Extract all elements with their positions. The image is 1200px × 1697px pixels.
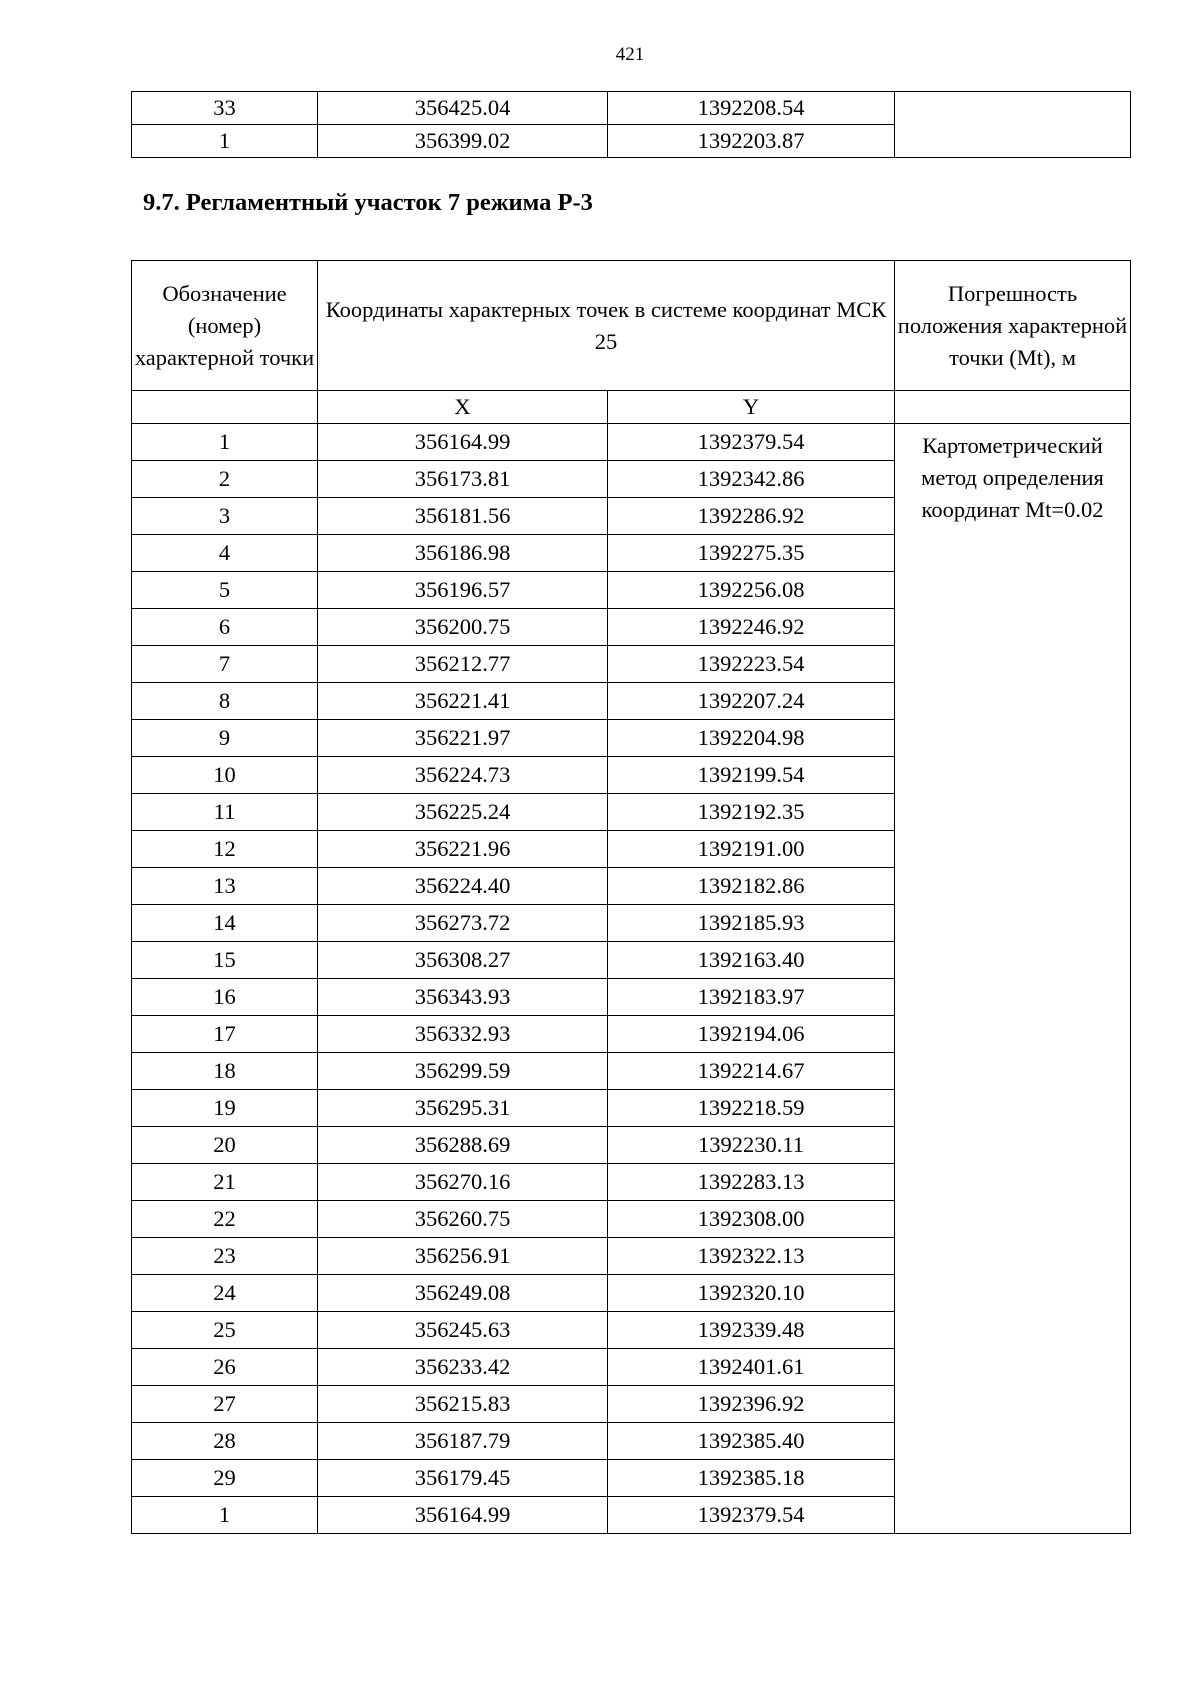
- y-coordinate-cell: 1392214.67: [608, 1053, 895, 1090]
- table-row: [132, 424, 1131, 461]
- y-coordinate-cell: 1392379.54: [608, 1497, 895, 1534]
- y-coordinate-cell: 1392339.48: [608, 1312, 895, 1349]
- table-header-row: [132, 261, 1131, 391]
- y-coordinate-cell: 1392322.13: [608, 1238, 895, 1275]
- point-number-cell: 29: [132, 1460, 318, 1497]
- point-number-cell: 21: [132, 1164, 318, 1201]
- point-number-cell: 24: [132, 1275, 318, 1312]
- point-number-cell: 8: [132, 683, 318, 720]
- y-coordinate-cell: 1392275.35: [608, 535, 895, 572]
- x-coordinate-cell: 356224.40: [318, 868, 608, 905]
- y-coordinate-cell: 1392185.93: [608, 905, 895, 942]
- x-coordinate-cell: 356225.24: [318, 794, 608, 831]
- section-heading: 9.7. Регламентный участок 7 режима Р-3: [143, 189, 593, 216]
- y-coordinate-cell: 1392183.97: [608, 979, 895, 1016]
- y-coordinate-cell: 1392379.54: [608, 424, 895, 461]
- y-coordinate-cell: 1392218.59: [608, 1090, 895, 1127]
- header-x: X: [318, 391, 608, 424]
- point-number-cell: 10: [132, 757, 318, 794]
- point-number-cell: 1: [132, 1497, 318, 1534]
- y-coordinate-cell: 1392163.40: [608, 942, 895, 979]
- y-coordinate-cell: 1392194.06: [608, 1016, 895, 1053]
- x-coordinate-cell: 356179.45: [318, 1460, 608, 1497]
- y-coordinate-cell: 1392203.87: [608, 125, 895, 158]
- y-coordinate-cell: 1392283.13: [608, 1164, 895, 1201]
- point-number-cell: 19: [132, 1090, 318, 1127]
- x-coordinate-cell: 356164.99: [318, 424, 608, 461]
- x-coordinate-cell: 356181.56: [318, 498, 608, 535]
- point-number-cell: 23: [132, 1238, 318, 1275]
- point-number-cell: 5: [132, 572, 318, 609]
- x-coordinate-cell: 356173.81: [318, 461, 608, 498]
- point-number-cell: 28: [132, 1423, 318, 1460]
- point-number-cell: 1: [132, 125, 318, 158]
- y-coordinate-cell: 1392286.92: [608, 498, 895, 535]
- error-cell-empty: [895, 92, 1131, 158]
- point-number-cell: 17: [132, 1016, 318, 1053]
- y-coordinate-cell: 1392396.92: [608, 1386, 895, 1423]
- y-coordinate-cell: 1392320.10: [608, 1275, 895, 1312]
- point-number-cell: 4: [132, 535, 318, 572]
- coordinates-table: [131, 260, 1131, 1534]
- x-coordinate-cell: 356343.93: [318, 979, 608, 1016]
- point-number-cell: 1: [132, 424, 318, 461]
- y-coordinate-cell: 1392401.61: [608, 1349, 895, 1386]
- y-coordinate-cell: 1392246.92: [608, 609, 895, 646]
- y-coordinate-cell: 1392385.18: [608, 1460, 895, 1497]
- point-number-cell: 27: [132, 1386, 318, 1423]
- x-coordinate-cell: 356245.63: [318, 1312, 608, 1349]
- point-number-cell: 26: [132, 1349, 318, 1386]
- x-coordinate-cell: 356224.73: [318, 757, 608, 794]
- point-number-cell: 14: [132, 905, 318, 942]
- x-coordinate-cell: 356249.08: [318, 1275, 608, 1312]
- x-coordinate-cell: 356332.93: [318, 1016, 608, 1053]
- point-number-cell: 11: [132, 794, 318, 831]
- point-number-cell: 16: [132, 979, 318, 1016]
- point-number-cell: 12: [132, 831, 318, 868]
- x-coordinate-cell: 356295.31: [318, 1090, 608, 1127]
- y-coordinate-cell: 1392207.24: [608, 683, 895, 720]
- y-coordinate-cell: 1392182.86: [608, 868, 895, 905]
- x-coordinate-cell: 356256.91: [318, 1238, 608, 1275]
- method-note-cell: Картометрический метод определения координат Mt=0.02: [895, 424, 1131, 1534]
- continued-coordinates-table: [131, 91, 1131, 158]
- x-coordinate-cell: 356196.57: [318, 572, 608, 609]
- page-number: 421: [615, 44, 645, 65]
- point-number-cell: 6: [132, 609, 318, 646]
- header-y: Y: [608, 391, 895, 424]
- point-number-cell: 13: [132, 868, 318, 905]
- x-coordinate-cell: 356186.98: [318, 535, 608, 572]
- point-number-cell: 7: [132, 646, 318, 683]
- x-coordinate-cell: 356164.99: [318, 1497, 608, 1534]
- x-coordinate-cell: 356270.16: [318, 1164, 608, 1201]
- x-coordinate-cell: 356260.75: [318, 1201, 608, 1238]
- point-number-cell: 33: [132, 92, 318, 125]
- point-number-cell: 18: [132, 1053, 318, 1090]
- point-number-cell: 9: [132, 720, 318, 757]
- x-coordinate-cell: 356425.04: [318, 92, 608, 125]
- y-coordinate-cell: 1392256.08: [608, 572, 895, 609]
- axis-header-empty: [132, 391, 318, 424]
- x-coordinate-cell: 356221.97: [318, 720, 608, 757]
- x-coordinate-cell: 356212.77: [318, 646, 608, 683]
- x-coordinate-cell: 356187.79: [318, 1423, 608, 1460]
- x-coordinate-cell: 356399.02: [318, 125, 608, 158]
- x-coordinate-cell: 356221.96: [318, 831, 608, 868]
- y-coordinate-cell: 1392308.00: [608, 1201, 895, 1238]
- x-coordinate-cell: 356233.42: [318, 1349, 608, 1386]
- point-number-cell: 2: [132, 461, 318, 498]
- x-coordinate-cell: 356299.59: [318, 1053, 608, 1090]
- x-coordinate-cell: 356308.27: [318, 942, 608, 979]
- x-coordinate-cell: 356215.83: [318, 1386, 608, 1423]
- point-number-cell: 25: [132, 1312, 318, 1349]
- y-coordinate-cell: 1392230.11: [608, 1127, 895, 1164]
- x-coordinate-cell: 356273.72: [318, 905, 608, 942]
- x-coordinate-cell: 356221.41: [318, 683, 608, 720]
- header-position-error: Погрешность положения характерной точки (Mt), м: [895, 261, 1131, 391]
- y-coordinate-cell: 1392342.86: [608, 461, 895, 498]
- x-coordinate-cell: 356200.75: [318, 609, 608, 646]
- y-coordinate-cell: 1392208.54: [608, 92, 895, 125]
- y-coordinate-cell: 1392192.35: [608, 794, 895, 831]
- table-row: [132, 92, 1131, 125]
- y-coordinate-cell: 1392199.54: [608, 757, 895, 794]
- y-coordinate-cell: 1392385.40: [608, 1423, 895, 1460]
- header-point-designation: Обозначение (номер) характерной точки: [132, 261, 318, 391]
- x-coordinate-cell: 356288.69: [318, 1127, 608, 1164]
- point-number-cell: 15: [132, 942, 318, 979]
- point-number-cell: 3: [132, 498, 318, 535]
- axis-header-row: [132, 391, 1131, 424]
- point-number-cell: 20: [132, 1127, 318, 1164]
- axis-header-empty: [895, 391, 1131, 424]
- point-number-cell: 22: [132, 1201, 318, 1238]
- y-coordinate-cell: 1392204.98: [608, 720, 895, 757]
- y-coordinate-cell: 1392191.00: [608, 831, 895, 868]
- header-coordinates: Координаты характерных точек в системе координат МСК 25: [318, 261, 895, 391]
- y-coordinate-cell: 1392223.54: [608, 646, 895, 683]
